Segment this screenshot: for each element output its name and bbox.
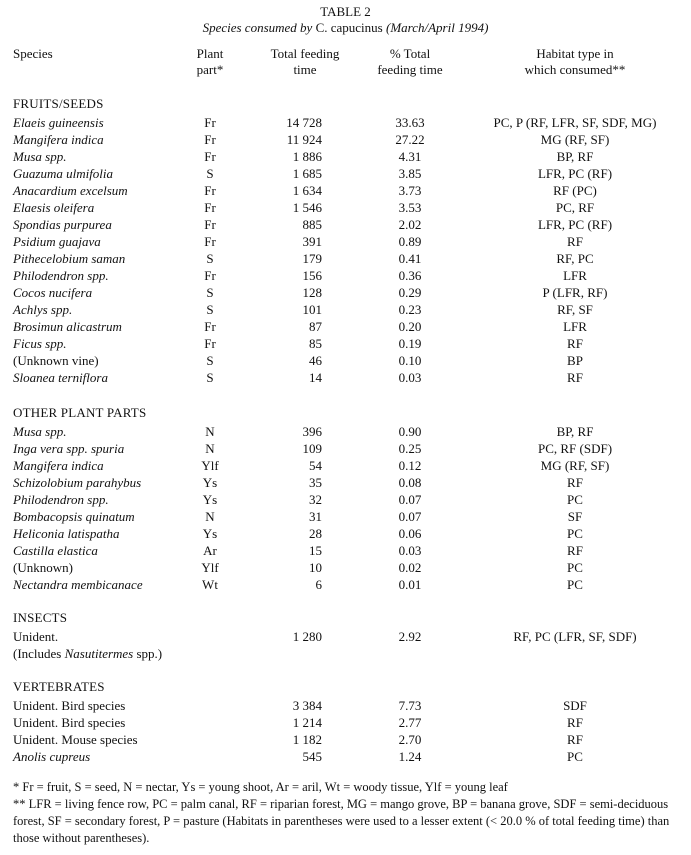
pct-time-cell: 0.23 — [398, 302, 422, 317]
pct-time-cell: 2.02 — [398, 217, 422, 232]
species-cell: Unident. Bird species — [13, 698, 126, 713]
pct-time-cell: 0.08 — [398, 475, 422, 490]
total-time-cell: 101 — [302, 302, 322, 317]
pct-time-cell: 2.77 — [398, 715, 422, 730]
habitat-cell: RF, PC (LFR, SF, SDF) — [513, 629, 637, 644]
habitat-cell: PC — [567, 526, 583, 541]
total-time-cell: 396 — [302, 424, 322, 439]
total-time-cell: 32 — [309, 492, 322, 507]
species-cell: Inga vera spp. spuria — [13, 441, 125, 456]
table-row — [0, 216, 691, 233]
species-cell: Guazuma ulmifolia — [13, 166, 114, 181]
habitat-cell: RF — [567, 732, 583, 747]
pct-time-cell: 4.31 — [398, 149, 422, 164]
habitat-cell: LFR — [563, 319, 587, 334]
table-row — [0, 114, 691, 131]
species-cell: Spondias purpurea — [13, 217, 112, 232]
header-plant-part-line2: part* — [196, 62, 224, 77]
pct-time-cell: 0.07 — [398, 492, 422, 507]
table-row — [0, 645, 691, 662]
habitat-cell: BP — [567, 353, 583, 368]
plant-part-cell: Fr — [204, 268, 216, 283]
table-row — [0, 284, 691, 301]
pct-time-cell: 0.36 — [398, 268, 422, 283]
table-row — [0, 233, 691, 250]
pct-time-cell: 0.03 — [398, 370, 422, 385]
species-cell: Philodendron spp. — [13, 492, 109, 507]
species-cell: Elaesis oleifera — [13, 200, 95, 215]
table-row — [0, 352, 691, 369]
header-habitat-line2: which consumed** — [524, 62, 626, 77]
table-title — [0, 4, 691, 36]
total-time-cell: 1 280 — [292, 629, 322, 644]
header-pct-line2: feeding time — [377, 62, 443, 77]
table-row — [0, 559, 691, 576]
total-time-cell: 15 — [309, 543, 322, 558]
caption-post: (March/April 1994) — [382, 20, 489, 35]
species-cell: Achlys spp. — [13, 302, 73, 317]
species-cell: Bombacopsis quinatum — [13, 509, 135, 524]
section-label: FRUITS/SEEDS — [13, 96, 104, 111]
habitat-cell: LFR, PC (RF) — [537, 217, 613, 232]
table-row — [0, 542, 691, 559]
habitat-cell: SF — [567, 509, 583, 524]
header-plant-part — [185, 46, 235, 78]
plant-part-cell: S — [206, 353, 214, 368]
plant-part-cell: Fr — [204, 336, 216, 351]
pct-time-cell: 0.29 — [398, 285, 422, 300]
plant-part-cell: Ys — [202, 475, 218, 490]
species-cell: Castilla elastica — [13, 543, 98, 558]
species-cell: Mangifera indica — [13, 132, 104, 147]
total-time-cell: 1 886 — [292, 149, 322, 164]
habitat-cell: MG (RF, SF) — [540, 458, 610, 473]
pct-time-cell: 3.85 — [398, 166, 422, 181]
pct-time-cell: 2.70 — [398, 732, 422, 747]
habitat-cell: P (LFR, RF) — [542, 285, 608, 300]
table-row — [0, 748, 691, 765]
pct-time-cell: 0.89 — [398, 234, 422, 249]
total-time-cell: 28 — [309, 526, 322, 541]
species-cell: Musa spp. — [13, 149, 67, 164]
pct-time-cell: 0.25 — [398, 441, 422, 456]
total-time-cell: 545 — [302, 749, 322, 764]
total-time-cell: 1 546 — [292, 200, 322, 215]
total-time-cell: 109 — [302, 441, 322, 456]
total-time-cell: 156 — [302, 268, 322, 283]
species-cell: Anacardium excelsum — [13, 183, 128, 198]
plant-part-cell: Ys — [202, 526, 218, 541]
plant-part-cell: Ylf — [201, 560, 219, 575]
table-row — [0, 423, 691, 440]
table-row — [0, 628, 691, 645]
total-time-cell: 85 — [309, 336, 322, 351]
table-row — [0, 697, 691, 714]
pct-time-cell: 0.19 — [398, 336, 422, 351]
species-italic-text: Nasutitermes — [64, 646, 134, 661]
plant-part-cell: N — [205, 441, 215, 456]
species-cell: Sloanea terniflora — [13, 370, 108, 385]
header-pct-time — [360, 46, 460, 78]
species-cell: (Unknown) — [13, 560, 73, 575]
table-row — [0, 131, 691, 148]
habitat-cell: PC, RF — [555, 200, 595, 215]
header-total-line2: time — [293, 62, 317, 77]
table-row — [0, 250, 691, 267]
pct-time-cell: 0.10 — [398, 353, 422, 368]
habitat-cell: RF — [567, 543, 583, 558]
table-row — [0, 714, 691, 731]
habitat-cell: RF — [567, 336, 583, 351]
plant-part-cell: N — [205, 509, 215, 524]
species-cell — [13, 645, 162, 662]
header-species — [13, 46, 53, 62]
table-row — [0, 474, 691, 491]
total-time-cell: 31 — [309, 509, 322, 524]
table-number: TABLE 2 — [320, 4, 371, 19]
total-time-cell: 1 182 — [292, 732, 322, 747]
table-row — [0, 457, 691, 474]
table-row — [0, 199, 691, 216]
table-row — [0, 148, 691, 165]
pct-time-cell: 0.02 — [398, 560, 422, 575]
habitat-cell: RF — [567, 715, 583, 730]
species-cell: Philodendron spp. — [13, 268, 109, 283]
plant-part-cell: S — [206, 285, 214, 300]
pct-time-cell: 3.53 — [398, 200, 422, 215]
total-time-cell: 54 — [309, 458, 322, 473]
header-plant-part-line1: Plant — [196, 46, 224, 61]
table-row — [0, 491, 691, 508]
habitat-cell: PC — [567, 749, 583, 764]
plant-part-cell: Fr — [204, 132, 216, 147]
total-time-cell: 179 — [302, 251, 322, 266]
habitat-cell: RF, PC — [556, 251, 594, 266]
pct-time-cell: 0.41 — [398, 251, 422, 266]
total-time-cell: 35 — [309, 475, 322, 490]
species-cell: Musa spp. — [13, 424, 67, 439]
plant-part-cell: Wt — [202, 577, 218, 592]
species-cell: (Unknown vine) — [13, 353, 99, 368]
pct-time-cell: 0.07 — [398, 509, 422, 524]
habitat-cell: BP, RF — [556, 424, 594, 439]
table-row — [0, 335, 691, 352]
total-time-cell: 14 — [309, 370, 322, 385]
pct-time-cell: 2.92 — [398, 629, 422, 644]
footnote-plant-parts: * Fr = fruit, S = seed, N = nectar, Ys = young shoot, Ar = aril, Wt = woody tissue, Ylf = young leaf — [13, 780, 508, 794]
header-total-line1: Total feeding — [270, 46, 340, 61]
header-pct-line1: % Total — [389, 46, 431, 61]
total-time-cell: 10 — [309, 560, 322, 575]
caption-pre: Species consumed by — [202, 20, 316, 35]
pct-time-cell: 3.73 — [398, 183, 422, 198]
plant-part-cell: Fr — [204, 200, 216, 215]
species-cell: Heliconia latispatha — [13, 526, 120, 541]
total-time-cell: 87 — [309, 319, 322, 334]
plant-part-cell: Fr — [204, 183, 216, 198]
species-cell: Nectandra membicanace — [13, 577, 143, 592]
pct-time-cell: 0.12 — [398, 458, 422, 473]
species-cell: Mangifera indica — [13, 458, 104, 473]
habitat-cell: MG (RF, SF) — [540, 132, 610, 147]
total-time-cell: 128 — [302, 285, 322, 300]
species-cell: Elaeis guineensis — [13, 115, 104, 130]
total-time-cell: 6 — [315, 577, 322, 592]
header-species-label: Species — [13, 46, 53, 61]
table-row — [0, 182, 691, 199]
plant-part-cell: S — [206, 302, 214, 317]
header-habitat — [490, 46, 660, 78]
plant-part-cell: S — [206, 251, 214, 266]
table-row — [0, 440, 691, 457]
total-time-cell: 391 — [302, 234, 322, 249]
table-row — [0, 576, 691, 593]
habitat-cell: PC — [567, 560, 583, 575]
section-label: OTHER PLANT PARTS — [13, 405, 147, 420]
total-time-cell: 14 728 — [286, 115, 322, 130]
total-time-cell: 1 214 — [292, 715, 322, 730]
species-cell: Unident. Mouse species — [13, 732, 138, 747]
total-time-cell: 46 — [309, 353, 322, 368]
pct-time-cell: 0.06 — [398, 526, 422, 541]
table-row — [0, 525, 691, 542]
plant-part-cell: Fr — [204, 234, 216, 249]
habitat-cell: RF, SF — [557, 302, 593, 317]
species-cell: Cocos nucifera — [13, 285, 93, 300]
species-cell: Pithecelobium saman — [13, 251, 126, 266]
section-label: VERTEBRATES — [13, 679, 105, 694]
table-row — [0, 301, 691, 318]
pct-time-cell: 0.90 — [398, 424, 422, 439]
table-row — [0, 267, 691, 284]
pct-time-cell: 0.03 — [398, 543, 422, 558]
pct-time-cell: 0.01 — [398, 577, 422, 592]
table-row — [0, 508, 691, 525]
habitat-cell: PC — [567, 492, 583, 507]
plant-part-cell: S — [206, 166, 214, 181]
species-cell: Anolis cupreus — [13, 749, 91, 764]
total-time-cell: 1 634 — [292, 183, 322, 198]
habitat-cell: RF (PC) — [553, 183, 597, 198]
plant-part-cell: Ys — [202, 492, 218, 507]
pct-time-cell: 33.63 — [395, 115, 425, 130]
pct-time-cell: 0.20 — [398, 319, 422, 334]
plant-part-cell: S — [206, 370, 214, 385]
plant-part-cell: Fr — [204, 149, 216, 164]
habitat-cell: LFR, PC (RF) — [537, 166, 613, 181]
plant-part-cell: Fr — [204, 319, 216, 334]
species-text: (Includes — [13, 646, 65, 661]
plant-part-cell: Ar — [203, 543, 217, 558]
table-row — [0, 369, 691, 386]
species-cell: Ficus spp. — [13, 336, 67, 351]
habitat-cell: RF — [567, 475, 583, 490]
species-text: spp.) — [133, 646, 163, 661]
total-time-cell: 3 384 — [292, 698, 322, 713]
habitat-cell: PC, RF (SDF) — [537, 441, 613, 456]
habitat-cell: RF — [567, 234, 583, 249]
pct-time-cell: 1.24 — [398, 749, 422, 764]
habitat-cell: SDF — [563, 698, 587, 713]
total-time-cell: 11 924 — [286, 132, 322, 147]
species-cell: Unident. — [13, 629, 59, 644]
caption-species: C. capucinus — [315, 20, 383, 35]
total-time-cell: 885 — [302, 217, 322, 232]
plant-part-cell: N — [205, 424, 215, 439]
plant-part-cell: Fr — [204, 115, 216, 130]
plant-part-cell: Ylf — [201, 458, 219, 473]
header-habitat-line1: Habitat type in — [536, 46, 614, 61]
habitat-cell: PC — [567, 577, 583, 592]
habitat-cell: BP, RF — [556, 149, 594, 164]
header-total-time — [255, 46, 355, 78]
habitat-cell: RF — [567, 370, 583, 385]
total-time-cell: 1 685 — [292, 166, 322, 181]
species-cell: Brosimun alicastrum — [13, 319, 122, 334]
habitat-cell: PC, P (RF, LFR, SF, SDF, MG) — [493, 115, 657, 130]
table-row — [0, 318, 691, 335]
species-cell: Unident. Bird species — [13, 715, 126, 730]
habitat-cell: LFR — [563, 268, 587, 283]
species-cell: Schizolobium parahybus — [13, 475, 142, 490]
table-caption — [0, 20, 691, 36]
table-row — [0, 731, 691, 748]
pct-time-cell: 7.73 — [398, 698, 422, 713]
table-row — [0, 165, 691, 182]
section-label: INSECTS — [13, 610, 68, 625]
plant-part-cell: Fr — [204, 217, 216, 232]
species-cell: Psidium guajava — [13, 234, 101, 249]
pct-time-cell: 27.22 — [395, 132, 425, 147]
footnote-habitats: ** LFR = living fence row, PC = palm canal, RF = riparian forest, MG = mango grove, BP = banana grove, SDF = semi-deciduous forest, SF = secondary forest, P = pasture (Habitats in parentheses were used to a lesser extent (< 20.0 % of total feeding time) than those without parentheses). — [13, 797, 670, 845]
